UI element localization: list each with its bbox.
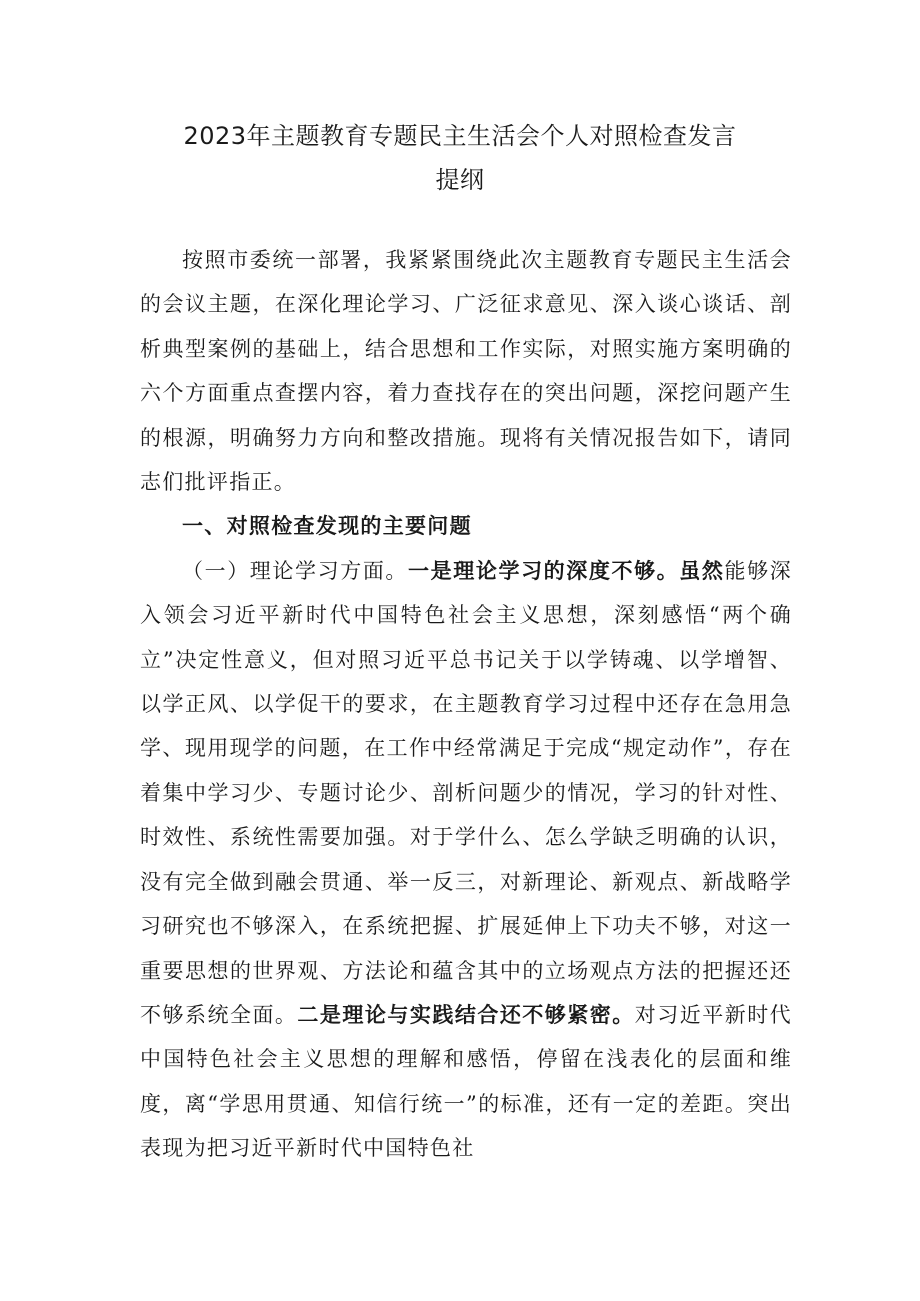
subsection-prefix: （一）理论学习方面。 <box>182 558 409 583</box>
document-title-line2: 提纲 <box>435 166 485 194</box>
point-two-emphasis: 二是理论与实践结合还不够紧密。 <box>297 1001 635 1027</box>
document-body <box>140 238 792 1171</box>
document-title-line1: 2023年主题教育专题民主生活会个人对照检查发言 <box>183 122 737 150</box>
point-one-emphasis: 一是理论学习的深度不够。虽然 <box>408 557 725 583</box>
theory-study-paragraph <box>140 549 792 1171</box>
point-two-text: 对习近平新时代中国特色社会主义思想的理解和感悟，停留在浅表化的层面和维度，离“学思用贯通、知信行统一”的标准，还有一定的差距。突出表现为把习近平新时代中国特色社 <box>140 1002 792 1161</box>
section-heading: 一、对照检查发现的主要问题 <box>182 513 472 539</box>
point-one-text: 能够深入领会习近平新时代中国特色社会主义思想，深刻感悟“两个确立”决定性意义，但对照习近平总书记关于以学铸魂、以学增智、以学正风、以学促干的要求，在主题教育学习过程中还存在急用急学、现用现学的问题，在工作中经常满足于完成“规定动作”，存在着集中学习少、专题讨论少、剖析问题少的情况，学习的针对性、时效性、系统性需要加强。对于学什么、怎么学缺乏明确的认识，没有完全做到融会贯通、举一反三，对新理论、新观点、新战略学习研究也不够深入，在系统把握、扩展延伸上下功夫不够，对这一重要思想的世界观、方法论和蕴含其中的立场观点方法的把握还还不够系统全面。 <box>140 558 793 1027</box>
intro-paragraph: 按照市委统一部署，我紧紧围绕此次主题教育专题民主生活会的会议主题，在深化理论学习、广泛征求意见、深入谈心谈话、剖析典型案例的基础上，结合思想和工作实际，对照实施方案明确的六个方面重点查摆内容，着力查找存在的突出问题，深挖问题产生的根源，明确努力方向和整改措施。现将有关情况报告如下，请同志们批评指正。 <box>140 248 792 495</box>
